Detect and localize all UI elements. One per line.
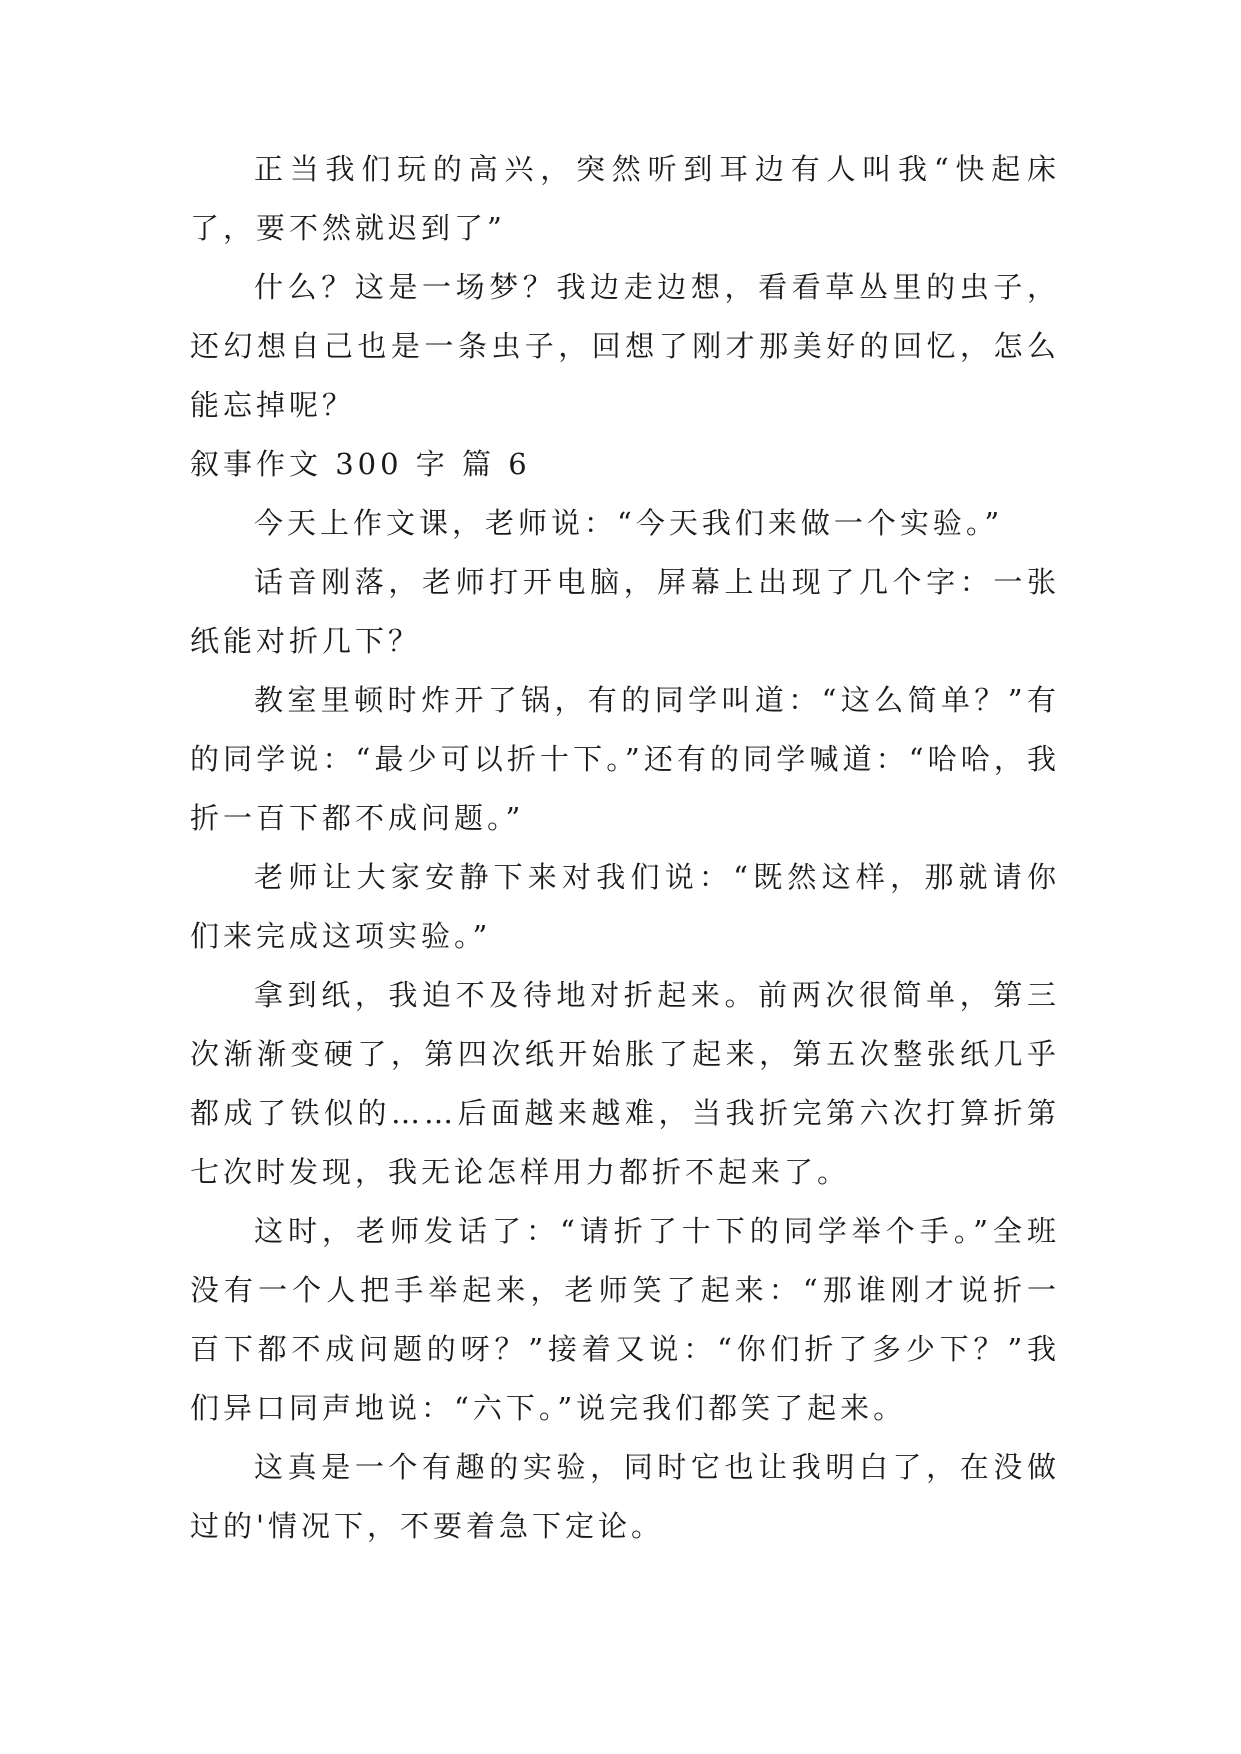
paragraph: 话音刚落，老师打开电脑，屏幕上出现了几个字：一张纸能对折几下？ <box>190 565 1060 658</box>
paragraph: 什么？这是一场梦？我边走边想，看看草丛里的虫子，还幻想自己也是一条虫子，回想了刚才那美好的回忆，怎么能忘掉呢？ <box>190 270 1060 422</box>
document-body <box>190 140 1060 1556</box>
paragraph: 拿到纸，我迫不及待地对折起来。前两次很简单，第三次渐渐变硬了，第四次纸开始胀了起来，第五次整张纸几乎都成了铁似的……后面越来越难，当我折完第六次打算折第七次时发现，我无论怎样用力都折不起来了。 <box>190 978 1060 1189</box>
section-heading: 叙事作文 300 字 篇 6 <box>190 447 531 481</box>
paragraph: 正当我们玩的高兴，突然听到耳边有人叫我“快起床了，要不然就迟到了” <box>190 152 1060 245</box>
paragraph: 这时，老师发话了：“请折了十下的同学举个手。”全班没有一个人把手举起来，老师笑了起来：“那谁刚才说折一百下都不成问题的呀？”接着又说：“你们折了多少下？”我们异口同声地说：“六下。”说完我们都笑了起来。 <box>190 1214 1060 1425</box>
paragraph: 今天上作文课，老师说：“今天我们来做一个实验。” <box>254 506 1004 540</box>
paragraph: 老师让大家安静下来对我们说：“既然这样，那就请你们来完成这项实验。” <box>190 860 1060 953</box>
paragraph: 教室里顿时炸开了锅，有的同学叫道：“这么简单？”有的同学说：“最少可以折十下。”还有的同学喊道：“哈哈，我折一百下都不成问题。” <box>190 683 1060 835</box>
paragraph: 这真是一个有趣的实验，同时它也让我明白了，在没做过的'情况下，不要着急下定论。 <box>190 1450 1060 1543</box>
